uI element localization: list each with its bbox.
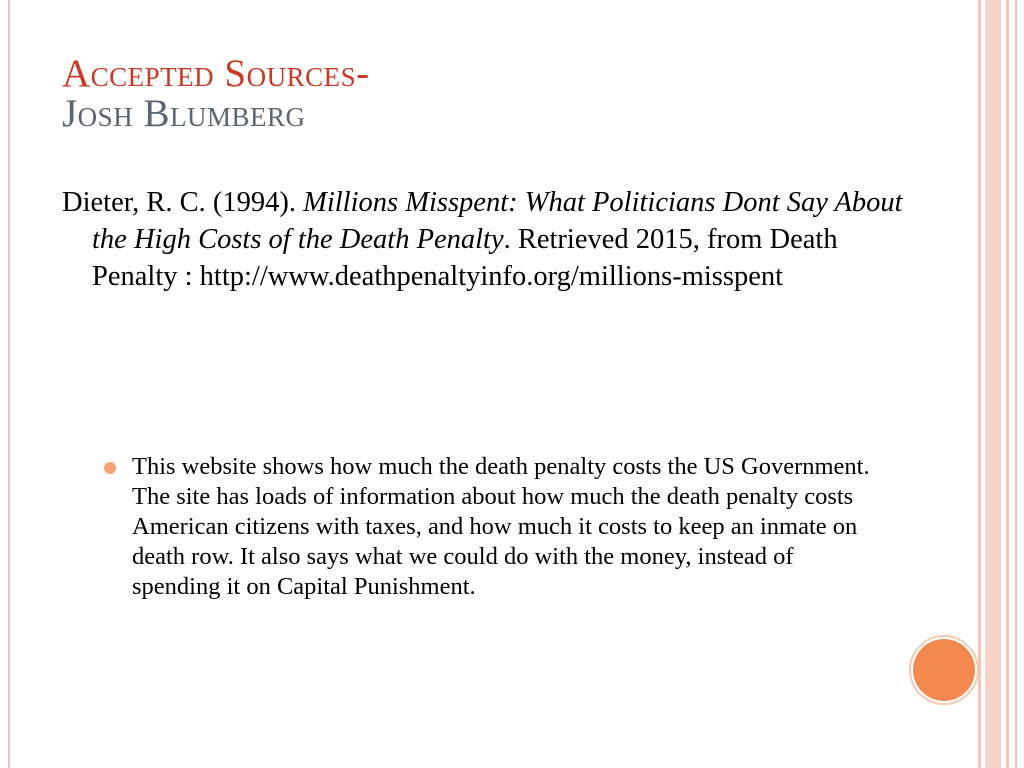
bullet-text: This website shows how much the death penalty costs the US Government. The site has loads of information about how much the death penalty costs American citizens with taxes, and how much it costs to keep an inmate on death row. It also says what we could do with the money, instead of spending it on Capital Punishment. [132,453,870,600]
bullet-dot-icon [104,462,116,474]
frame-line-left [8,0,10,768]
citation-retrieval: . Retrieved 2015, from Death Penalty : http://www.deathpenaltyinfo.org/millions-misspent [92,224,838,292]
citation-paragraph [62,184,912,295]
title-line-2: Josh Blumberg [62,92,306,135]
frame-band-right [985,0,1001,768]
frame-line-right-edge [1015,0,1017,768]
frame-line-right [978,0,981,768]
bullet-item [104,452,884,602]
citation-author-year: Dieter, R. C. (1994). [62,187,304,218]
citation-work-title: Millions Misspent: What Politicians Dont Say About the High Costs of the Death Penalty [92,187,903,255]
slide-title [62,54,922,134]
title-line-1: Accepted Sources- [62,52,370,95]
accent-circle [913,639,975,701]
frame-line-right-outer [1006,0,1009,768]
